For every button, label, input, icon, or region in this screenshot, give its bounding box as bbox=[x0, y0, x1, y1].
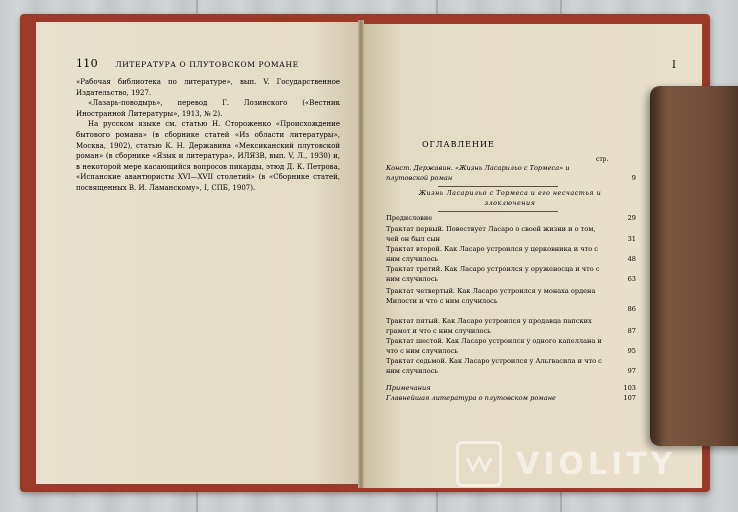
toc-entry-text: Главнейшая литература о плутовском романе bbox=[386, 394, 556, 402]
toc-entry-text: Трактат седьмой. Как Ласаро устроился у Альгвасила и что с ним случилось bbox=[386, 357, 602, 375]
toc-entry-page: 63 bbox=[627, 275, 636, 283]
toc-entry-text: Примечания bbox=[386, 384, 431, 392]
divider bbox=[438, 211, 558, 212]
toc-entry-page: 97 bbox=[627, 367, 636, 375]
toc-entry-text: Трактат пятый. Как Ласаро устроился у продавца папских грамот и что с ним случилось bbox=[386, 317, 592, 335]
page-column-label: стр. bbox=[596, 156, 609, 163]
object-shadow bbox=[650, 86, 664, 446]
toc-entry-page: 9 bbox=[631, 174, 636, 182]
toc-entry-text: Конст. Державин. «Жизнь Ласарильо с Тормеса» и плутовской роман bbox=[386, 164, 570, 182]
paragraph: «Рабочая библиотека по литературе», вып. V. Государственное Издательство, 1927. bbox=[76, 78, 340, 97]
watermark bbox=[456, 441, 676, 487]
toc-entry-page: 31 bbox=[627, 235, 636, 243]
toc-entry-page: 87 bbox=[627, 327, 636, 335]
corner-mark: I bbox=[672, 60, 676, 71]
watermark-logo-icon bbox=[456, 441, 502, 487]
toc-entry-text: Трактат первый. Повествует Ласаро о своей жизни и о том, чей он был сын bbox=[386, 225, 596, 243]
left-page-text bbox=[76, 77, 340, 194]
toc-entry-text: Трактат шестой. Как Ласаро устроился у одного капеллана и что с ним случилось bbox=[386, 337, 602, 355]
book-gutter bbox=[358, 20, 364, 488]
toc-subtitle: Жизнь Ласарильо с Тормеса и его несчастья и злоключения bbox=[418, 189, 602, 207]
page-number: 110 bbox=[76, 57, 98, 70]
left-page-header bbox=[76, 57, 299, 70]
toc-entry-text: Трактат третий. Как Ласаро устроился у оруженосца и что с ним случилось bbox=[386, 265, 600, 283]
toc-entry-text: Предисловие bbox=[386, 214, 433, 222]
divider bbox=[438, 186, 558, 187]
toc-entry-text: Трактат четвертый. Как Ласаро устроился у монаха ордена Милости и что с ним случилось bbox=[386, 287, 596, 305]
toc-title: ОГЛАВЛЕНИЕ bbox=[422, 140, 495, 149]
toc-entry-page: 107 bbox=[623, 394, 636, 402]
toc-entry-page: 86 bbox=[627, 305, 636, 313]
running-title: ЛИТЕРАТУРА О ПЛУТОВСКОМ РОМАНЕ bbox=[115, 60, 299, 69]
paragraph: «Лазарь-поводырь», перевод Г. Лозинского («Вестник Иностранной Литературы», 1913, № 2). bbox=[76, 99, 340, 118]
toc-entry-page: 48 bbox=[627, 255, 636, 263]
paragraph: На русском языке см. статью Н. Стороженко «Происхождение бытового романа» (в сборнике статей «Из области литературы», Москва, 1902), статью К. Н. Державина «Мексиканский плутовской роман» (в сборнике «Язык и литература», ИЛЯЗВ, вып. V, Л., 1930) и, в некоторой мере касающийся вопросов пикарды, этюд Д. К. Петрова, «Испанские авантюристы XVI—XVII столетий» (в «Сборнике статей, посвященных В. И. Ламанскому», I, СПБ, 1907). bbox=[76, 120, 340, 192]
toc-entry-page: 95 bbox=[627, 347, 636, 355]
toc-entry-page: 29 bbox=[627, 214, 636, 222]
watermark-text: VIOLITY bbox=[516, 446, 677, 482]
toc-entry-text: Трактат второй. Как Ласаро устроился у церковника и что с ним случилось bbox=[386, 245, 598, 263]
toc-entry-page: 103 bbox=[623, 384, 636, 392]
